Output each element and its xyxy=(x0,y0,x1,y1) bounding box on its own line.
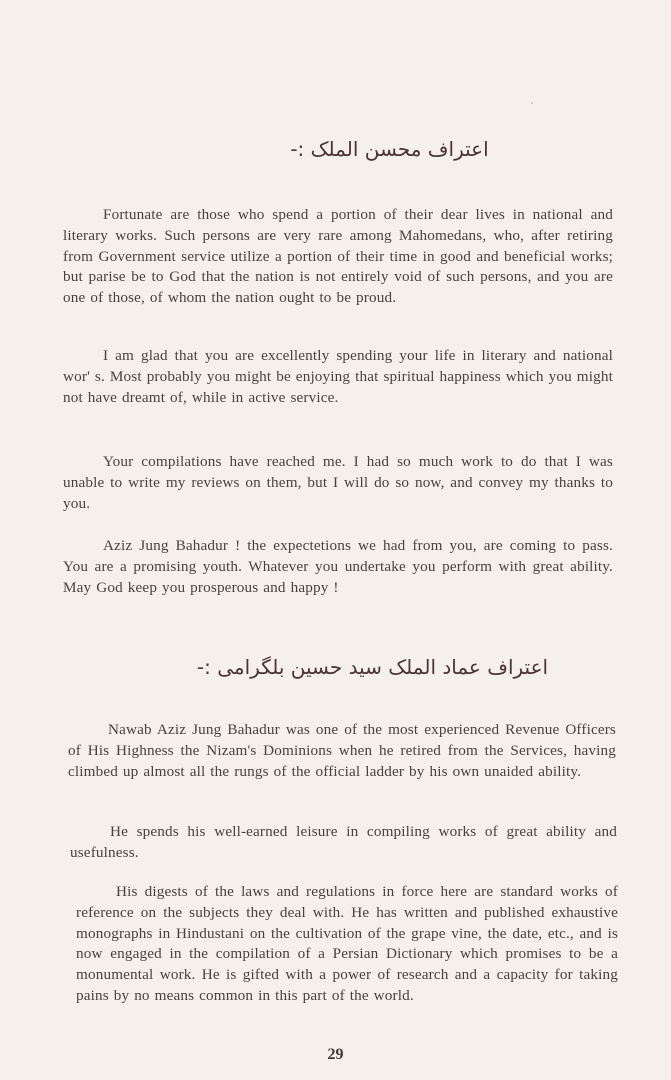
paragraph-text: Nawab Aziz Jung Bahadur was one of the most experienced Revenue Officers of His Highness the Nizam's Dominions when he retired from the Services, having climbed up almost all the rungs of the official ladder by his own unaided ability. xyxy=(68,721,616,780)
paragraph-text: I am glad that you are excellently spending your life in literary and national wor' s. Most probably you might be enjoying that spiritual happiness which you might not have dreamt of, while in active service. xyxy=(63,347,613,406)
page-number: 29 xyxy=(327,1046,344,1063)
paragraph-text: Your compilations have reached me. I had so much work to do that I was unable to write my reviews on them, but I will do so now, and convey my thanks to you. xyxy=(63,453,613,512)
paragraph-text: His digests of the laws and regulations in force here are standard works of reference on the subjects they deal with. He has written and published exhaustive monographs in Hindustani on the cultivation of the grape vine, the date, etc., and is now engaged in the compilation of a Persian Dictionary which promises to be a monumental work. He is gifted with a power of research and a capacity for taking pains by no means common in this part of the world. xyxy=(76,883,618,1004)
urdu-heading-imad-ul-mulk: اعتراف عماد الملک سید حسین بلگرامی :- xyxy=(196,655,549,679)
paragraph-aziz-jung xyxy=(63,536,613,598)
urdu-heading-mohsin-ul-mulk: اعتراف محسن الملک :- xyxy=(290,137,489,161)
paragraph-digests xyxy=(76,882,618,1007)
paragraph-glad xyxy=(63,346,613,408)
paragraph-nawab-aziz-jung xyxy=(68,720,616,782)
paragraph-text: Fortunate are those who spend a portion of their dear lives in national and literary works. Such persons are very rare among Mahomedans, who, after retiring from Government service utilize a portion of their time in good and beneficial works; but parise be to God that the nation is not entirely void of such persons, and you are one of those, of whom the nation ought to be proud. xyxy=(63,206,613,307)
paragraph-compilations xyxy=(63,452,613,514)
paragraph-text: Aziz Jung Bahadur ! the expectetions we had from you, are coming to pass. You are a promising youth. Whatever you undertake you perform with great ability. May God keep you prosperous and happy ! xyxy=(63,537,613,596)
paragraph-text: He spends his well-earned leisure in compiling works of great ability and usefulness. xyxy=(70,823,617,861)
page-speck xyxy=(531,102,533,104)
paragraph-leisure xyxy=(70,822,617,864)
paragraph-fortunate xyxy=(63,205,613,309)
